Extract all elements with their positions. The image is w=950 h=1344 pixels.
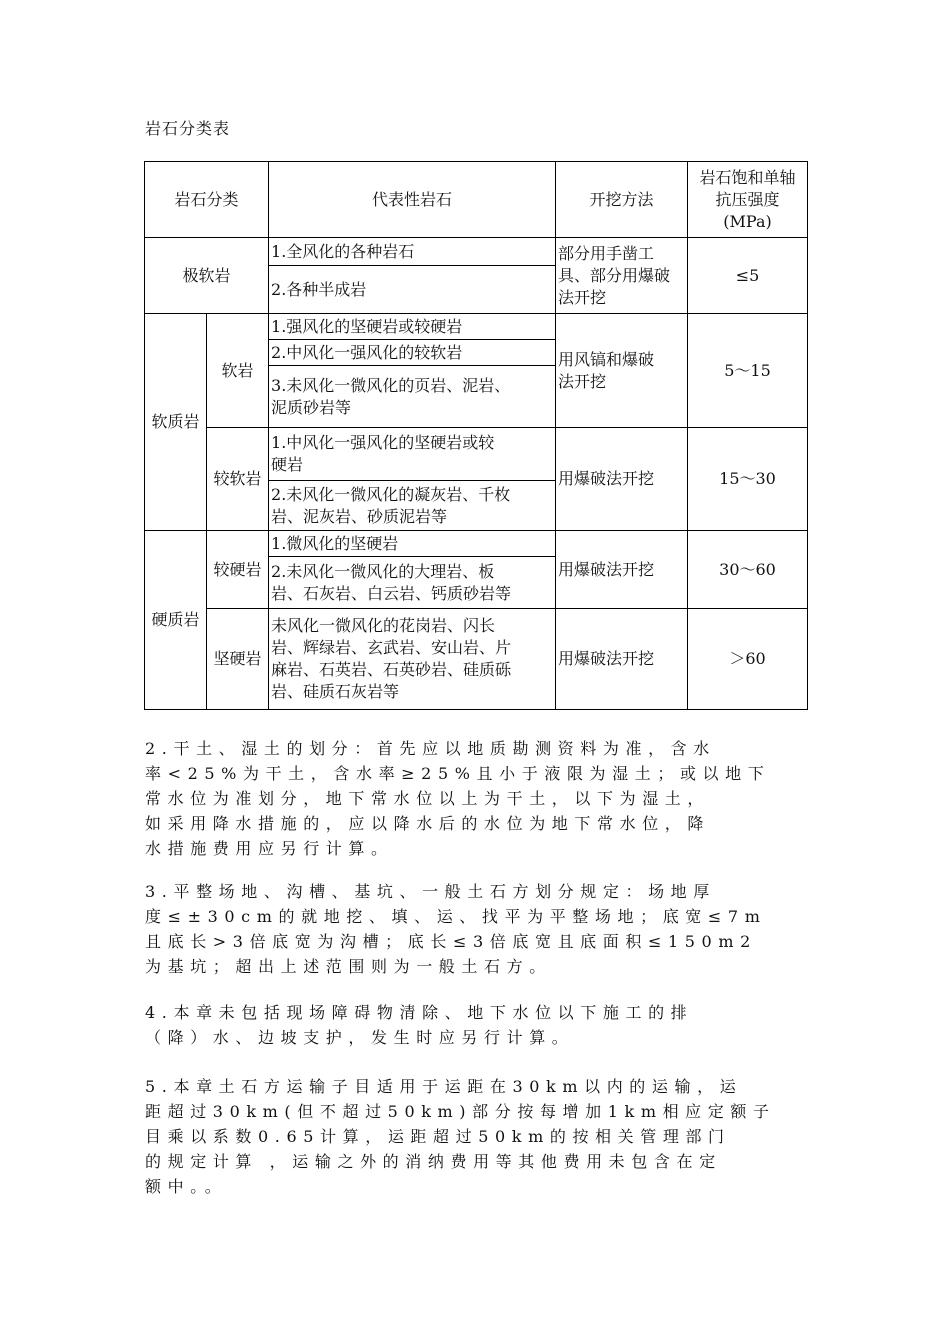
paragraph-line: 4.本章未包括现场障碍物清除、地下水位以下施工的排 [145, 1003, 694, 1022]
strength-cell: 15～30 [688, 428, 808, 531]
header-rock: 代表性岩石 [269, 162, 556, 238]
paragraph-line: 5.本章土石方运输子目适用于运距在30km以内的运输，运 [145, 1077, 743, 1096]
paragraph-line: 的规定计算 ，运输之外的消纳费用等其他费用未包含在定 [145, 1152, 722, 1171]
rock-line: 1.中风化一强风化的坚硬岩或较 [271, 433, 495, 452]
method-cell: 用爆破法开挖 [556, 531, 688, 609]
strength-cell: ≤5 [688, 238, 808, 314]
paragraph-earthwork-division [145, 879, 805, 979]
method-line: 法开挖 [558, 287, 607, 307]
paragraph-line: 额中。。 [145, 1177, 228, 1196]
subcategory-relatively-hard: 较硬岩 [207, 531, 269, 609]
rock-cell: 1.强风化的坚硬岩或较硬岩 [269, 314, 556, 340]
method-cell [556, 238, 688, 314]
category-extremely-soft: 极软岩 [145, 238, 269, 314]
paragraph-line: 2.干土、湿土的划分：首先应以地质勘测资料为准，含水 [145, 739, 716, 758]
rock-cell [269, 609, 556, 710]
strength-cell: ＞60 [688, 609, 808, 710]
strength-cell: 5～15 [688, 314, 808, 428]
paragraph-line: 率<25%为干土，含水率≥25%且小于液限为湿土；或以地下 [145, 764, 771, 783]
rock-line: 岩、泥灰岩、砂质泥岩等 [271, 506, 448, 526]
header-method: 开挖方法 [556, 162, 688, 238]
subcategory-hard: 坚硬岩 [207, 609, 269, 710]
rock-line: 2.未风化一微风化的大理岩、板 [271, 561, 495, 581]
method-cell [556, 314, 688, 428]
header-strength-line-1: 岩石饱和单轴 [699, 167, 796, 187]
rock-cell [269, 557, 556, 609]
table-title: 岩石分类表 [145, 119, 231, 138]
method-line: 具、部分用爆破 [558, 265, 671, 285]
rock-cell [269, 481, 556, 531]
subcategory-relatively-soft: 较软岩 [207, 428, 269, 531]
table-row [145, 428, 808, 481]
header-category: 岩石分类 [145, 162, 269, 238]
rock-line: 岩、石灰岩、白云岩、钙质砂岩等 [271, 583, 512, 603]
header-strength [688, 162, 808, 238]
paragraph-line: 为基坑；超出上述范围则为一般土石方。 [145, 957, 552, 976]
rock-cell [269, 366, 556, 428]
method-cell: 用爆破法开挖 [556, 428, 688, 531]
rock-line: 岩、硅质石灰岩等 [271, 682, 400, 701]
paragraph-transport [145, 1074, 805, 1199]
paragraph-line: 常水位为准划分，地下常水位以上为干土，以下为湿土， [145, 789, 711, 808]
header-strength-line-2: 抗压强度 [715, 189, 780, 209]
paragraph-line: 水措施费用应另行计算。 [145, 839, 394, 858]
table-row [145, 609, 808, 710]
category-soft-rock: 软质岩 [145, 314, 207, 531]
rock-cell [269, 428, 556, 481]
method-line: 用风镐和爆破 [558, 349, 655, 369]
rock-line: 3.未风化一微风化的页岩、泥岩、 [271, 375, 511, 395]
paragraph-soil-classification [145, 736, 805, 861]
paragraph-line: 如采用降水措施的，应以降水后的水位为地下常水位，降 [145, 814, 711, 833]
paragraph-exclusions [145, 1000, 805, 1050]
rock-cell: 2.各种半成岩 [269, 266, 556, 314]
subcategory-soft: 软岩 [207, 314, 269, 428]
paragraph-line: （降）水、边坡支护，发生时应另行计算。 [145, 1028, 575, 1047]
rock-cell: 2.中风化一强风化的较软岩 [269, 340, 556, 366]
table-row [145, 314, 808, 340]
rock-line: 2.未风化一微风化的凝灰岩、千枚 [271, 484, 511, 504]
method-cell: 用爆破法开挖 [556, 609, 688, 710]
paragraph-line: 度≤±30cm的就地挖、填、运、找平为平整场地；底宽≤7m [145, 907, 767, 926]
table-row [145, 238, 808, 266]
rock-classification-table [144, 161, 808, 710]
paragraph-line: 目乘以系数0.65计算，运距超过50km的按相关管理部门 [145, 1127, 731, 1146]
rock-cell: 1.全风化的各种岩石 [269, 238, 556, 266]
rock-line: 岩、辉绿岩、玄武岩、安山岩、片 [271, 638, 512, 657]
paragraph-line: 3.平整场地、沟槽、基坑、一般土石方划分规定：场地厚 [145, 882, 716, 901]
table-header-row [145, 162, 808, 238]
category-hard-rock: 硬质岩 [145, 531, 207, 710]
paragraph-line: 且底长>3倍底宽为沟槽；底长≤3倍底宽且底面积≤150m2 [145, 932, 757, 951]
header-strength-line-3: (MPa) [723, 211, 772, 231]
method-line: 部分用手凿工 [558, 243, 655, 263]
rock-line: 硬岩 [271, 455, 304, 474]
rock-cell: 1.微风化的坚硬岩 [269, 531, 556, 557]
paragraph-line: 距超过30km(但不超过50km)部分按每增加1km相应定额子 [145, 1102, 776, 1121]
rock-line: 泥质砂岩等 [271, 397, 352, 417]
table-row [145, 531, 808, 557]
rock-line: 未风化一微风化的花岗岩、闪长 [271, 616, 496, 635]
strength-cell: 30～60 [688, 531, 808, 609]
rock-line: 麻岩、石英岩、石英砂岩、硅质砾 [271, 660, 512, 679]
method-line: 法开挖 [558, 371, 607, 391]
